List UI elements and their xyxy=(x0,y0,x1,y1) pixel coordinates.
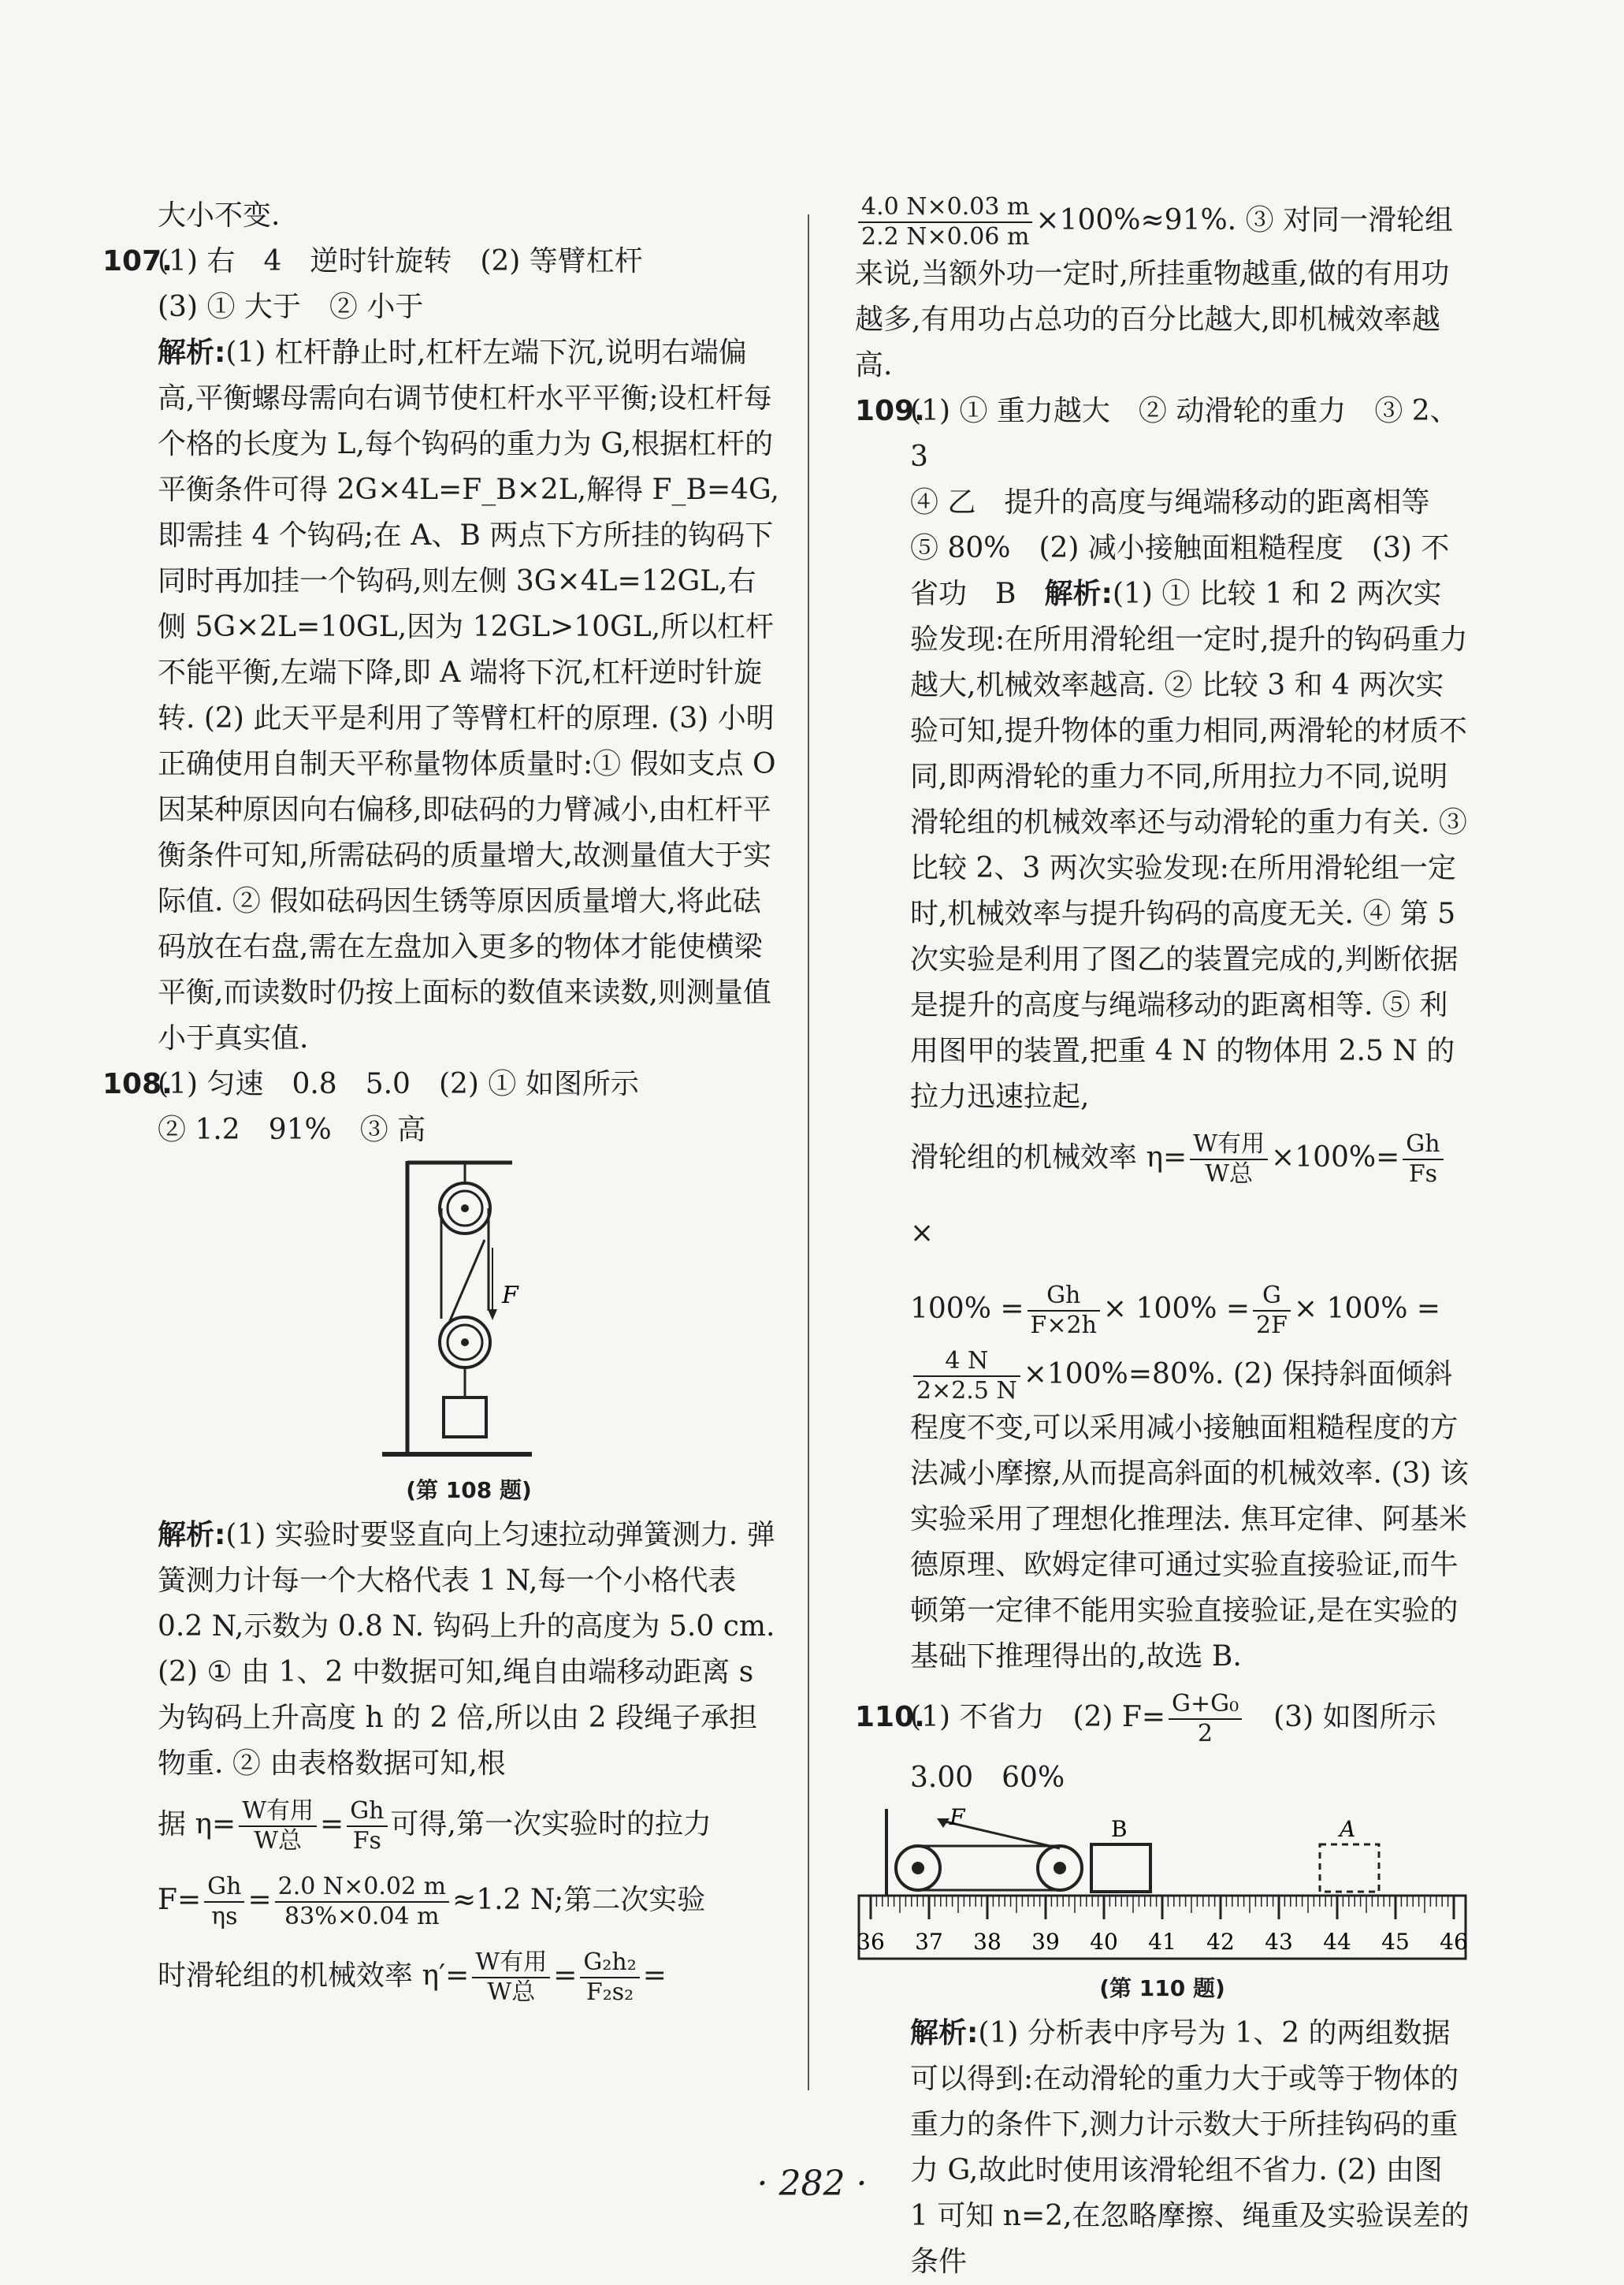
force-label: F xyxy=(950,1804,965,1830)
equation-line: 时滑轮组的机械效率 η′= $\frac{\text{W有用}}{\text{W总}}$ = $\frac{\text{G₂h₂}}{\text{F₂s₂}}$ = xyxy=(158,1948,667,2006)
answer-line: ② 1.2 91% ③ 高 xyxy=(158,1114,426,1146)
question-109 xyxy=(855,389,1470,1680)
analysis-label: 解析: xyxy=(910,2017,979,2049)
answer-line: (1) 右 4 逆时针旋转 (2) 等臂杠杆 xyxy=(158,245,643,277)
answer-line: (3) ① 大于 ② 小于 xyxy=(158,291,424,323)
question-number: 109. xyxy=(855,395,925,427)
equation-line: 滑轮组的机械效率 η= $\frac{\text{W有用}}{\text{W总}}$ ×100%= $\frac{Gh}{Fs}$ × xyxy=(855,1120,1470,1271)
equation-line: $\frac{4 N}{2\times 2.5 N}$ ×100%=80%. (2) 保持斜面倾斜程度不变,可以采用减小接触面粗糙程度的方法减小摩擦,从而提高斜面的机械效率. (3) 该实验采用了理想化推理法. 焦耳定律、阿基米德原理、欧姆定律可通过实验直接验证,而牛顿第一定律不能用实验直接验证,是在实验的基础下推理得出的,故选 B. xyxy=(910,1347,1469,1673)
weight-block xyxy=(444,1397,486,1437)
block-A xyxy=(1320,1844,1379,1892)
ruler-tick-label: 42 xyxy=(1206,1929,1235,1955)
ruler-tick-label: 45 xyxy=(1381,1929,1410,1955)
continued-text: $\frac{4.0 N\times 0.03 m}{2.2 N\times 0.06 m}$ ×100%≈91%. ③ 对同一滑轮组来说,当额外功一定时,所挂重物越重,做的有用功越多,有用功占总功的百分比越大,即机械效率越高. xyxy=(855,193,1454,381)
answer-line: 3.00 60% xyxy=(910,1762,1065,1794)
analysis-label: 解析: xyxy=(158,1519,226,1551)
ruler-tick-label: 38 xyxy=(973,1929,1002,1955)
page-number: · 282 · xyxy=(756,2164,868,2204)
figure-caption: (第 110 题) xyxy=(1099,1975,1225,2001)
force-label: F xyxy=(502,1282,518,1309)
equation-line: F= $\frac{Gh}{\eta s}$ = $\frac{2.0 N\times 0.02 m}{83\%\times 0.04 m}$ ≈1.2 N;第二次实验 xyxy=(158,1873,706,1930)
block-A-label: A xyxy=(1340,1816,1356,1842)
question-number: 107. xyxy=(102,245,173,277)
ruler-tick-label: 40 xyxy=(1090,1929,1118,1955)
analysis-label: 解析: xyxy=(158,337,226,369)
ruler-pulley-diagram xyxy=(855,1801,1470,1967)
analysis-text: (1) 杠杆静止时,杠杆左端下沉,说明右端偏高,平衡螺母需向右调节使杠杆水平平衡;设杠杆每个格的长度为 L,每个钩码的重力为 G,根据杠杆的平衡条件可得 2G×4L=F_B×2L,解得 F_B=4G,即需挂 4 个钩码;在 A、B 两点下方所挂的钩码下同时再加挂一个钩码,则左侧 3G×4L=12GL,右侧 5G×2L=10GL,因为 12GL>10GL,所以杠杆不能平衡,左端下降,即 A 端将下沉,杠杆逆时针旋转. (2) 此天平是利用了等臂杠杆的原理. (3) 小明正确使用自制天平称量物体质量时:① 假如支点 O 因某种原因向右偏移,即砝码的力臂减小,由杠杆平衡条件可知,所需砝码的质量增大,故测量值大于实际值. ② 假如砝码因生锈等原因质量增大,将此砝码放在右盘,需在左盘加入更多的物体才能使横梁平衡,而读数时仍按上面标的数值来读数,则测量值小于真实值. xyxy=(158,337,779,1055)
ruler-tick-label: 44 xyxy=(1323,1929,1351,1955)
analysis-text: (1) 分析表中序号为 1、2 的两组数据可以得到:在动滑轮的重力大于或等于物体的重力的条件下,测力计示数大于所挂钩码的重力 G,故此时使用该滑轮组不省力. (2) 由图 1 可知 n=2,在忽略摩擦、绳重及实验误差的条件 xyxy=(910,2017,1470,2278)
question-107 xyxy=(102,239,780,1062)
figure-caption: (第 108 题) xyxy=(406,1477,532,1503)
analysis-text: (1) ① 比较 1 和 2 两次实验发现:在所用滑轮组一定时,提升的钩码重力越大,机械效率越高. ② 比较 3 和 4 两次实验可知,提升物体的重力相同,两滑轮的材质不同,即两滑轮的重力不同,所用拉力不同,说明滑轮组的机械效率还与动滑轮的重力有关. ③ 比较 2、3 两次实验发现:在所用滑轮组一定时,机械效率与提升钩码的高度无关. ④ 第 5 次实验是利用了图乙的装置完成的,判断依据是提升的高度与绳端移动的距离相等. ⑤ 利用图甲的装置,把重 4 N 的物体用 2.5 N 的拉力迅速拉起, xyxy=(910,578,1468,1113)
answer-line: ④ 乙 提升的高度与绳端移动的距离相等 xyxy=(910,486,1430,519)
right-column xyxy=(855,193,1470,2285)
text-line: 大小不变. xyxy=(158,199,281,232)
ruler-tick-label: 43 xyxy=(1265,1929,1293,1955)
ruler-tick-label: 46 xyxy=(1440,1929,1468,1955)
answer-line: (1) ① 重力越大 ② 动滑轮的重力 ③ 2、3 xyxy=(910,395,1459,473)
column-divider xyxy=(808,214,809,2090)
equation-line: 据 η= $\frac{\text{W有用}}{\text{W总}}$ = $\frac{Gh}{Fs}$ 可得,第一次实验时的拉力 xyxy=(158,1797,712,1855)
block-B-label: B xyxy=(1111,1816,1128,1842)
analysis-label: 解析: xyxy=(1044,578,1113,610)
ruler-tick-label: 37 xyxy=(915,1929,943,1955)
answer-line: (1) 匀速 0.8 5.0 (2) ① 如图所示 xyxy=(158,1068,639,1100)
question-108 xyxy=(102,1062,780,2014)
question-110: 110.(1) 不省力 (2) F= $\frac{\text{G+G₀}}{2}$ (3) 如图所示 3.00 60% F B A 36 37 38 39 40 41 42 43 44 45 46 (第 110 题) 解析:(1) 分析表中序号为 1、2 的两组数据可以得到:在动滑轮的重力大于或等于物体的重力的条件下,测力计示数大于所挂钩码的重力 G,故此时使用该滑轮组不省力. (2) 由图 1 可知 n=2,在忽略摩擦、绳重及实验误差的条件 xyxy=(855,1680,1470,2285)
left-column xyxy=(102,193,780,2014)
ruler-tick-label: 39 xyxy=(1031,1929,1060,1955)
question-number: 110. xyxy=(855,1701,925,1733)
ruler-tick-label: 41 xyxy=(1148,1929,1176,1955)
analysis-text: (1) 实验时要竖直向上匀速拉动弹簧测力. 弹簧测力计每一个大格代表 1 N,每一个小格代表 0.2 N,示数为 0.8 N. 钩码上升的高度为 5.0 cm. (2) ① 由 1、2 中数据可知,绳自由端移动距离 s 为钩码上升高度 h 的 2 倍,所以由 2 段绳子承担物重. ② 由表格数据可知,根 xyxy=(158,1519,775,1780)
answer-line: ⑤ 80% (2) 减小接触面粗糙程度 (3) 不省功 B xyxy=(910,532,1450,610)
question-number: 108. xyxy=(102,1068,173,1100)
pulley-diagram xyxy=(374,1153,563,1468)
equation-line: 100% = $\frac{Gh}{F\times 2h}$ × 100% = $\frac{G}{2F}$ × 100% = xyxy=(910,1282,1441,1339)
block-B xyxy=(1091,1844,1150,1892)
ruler-tick-label: 36 xyxy=(857,1929,885,1955)
